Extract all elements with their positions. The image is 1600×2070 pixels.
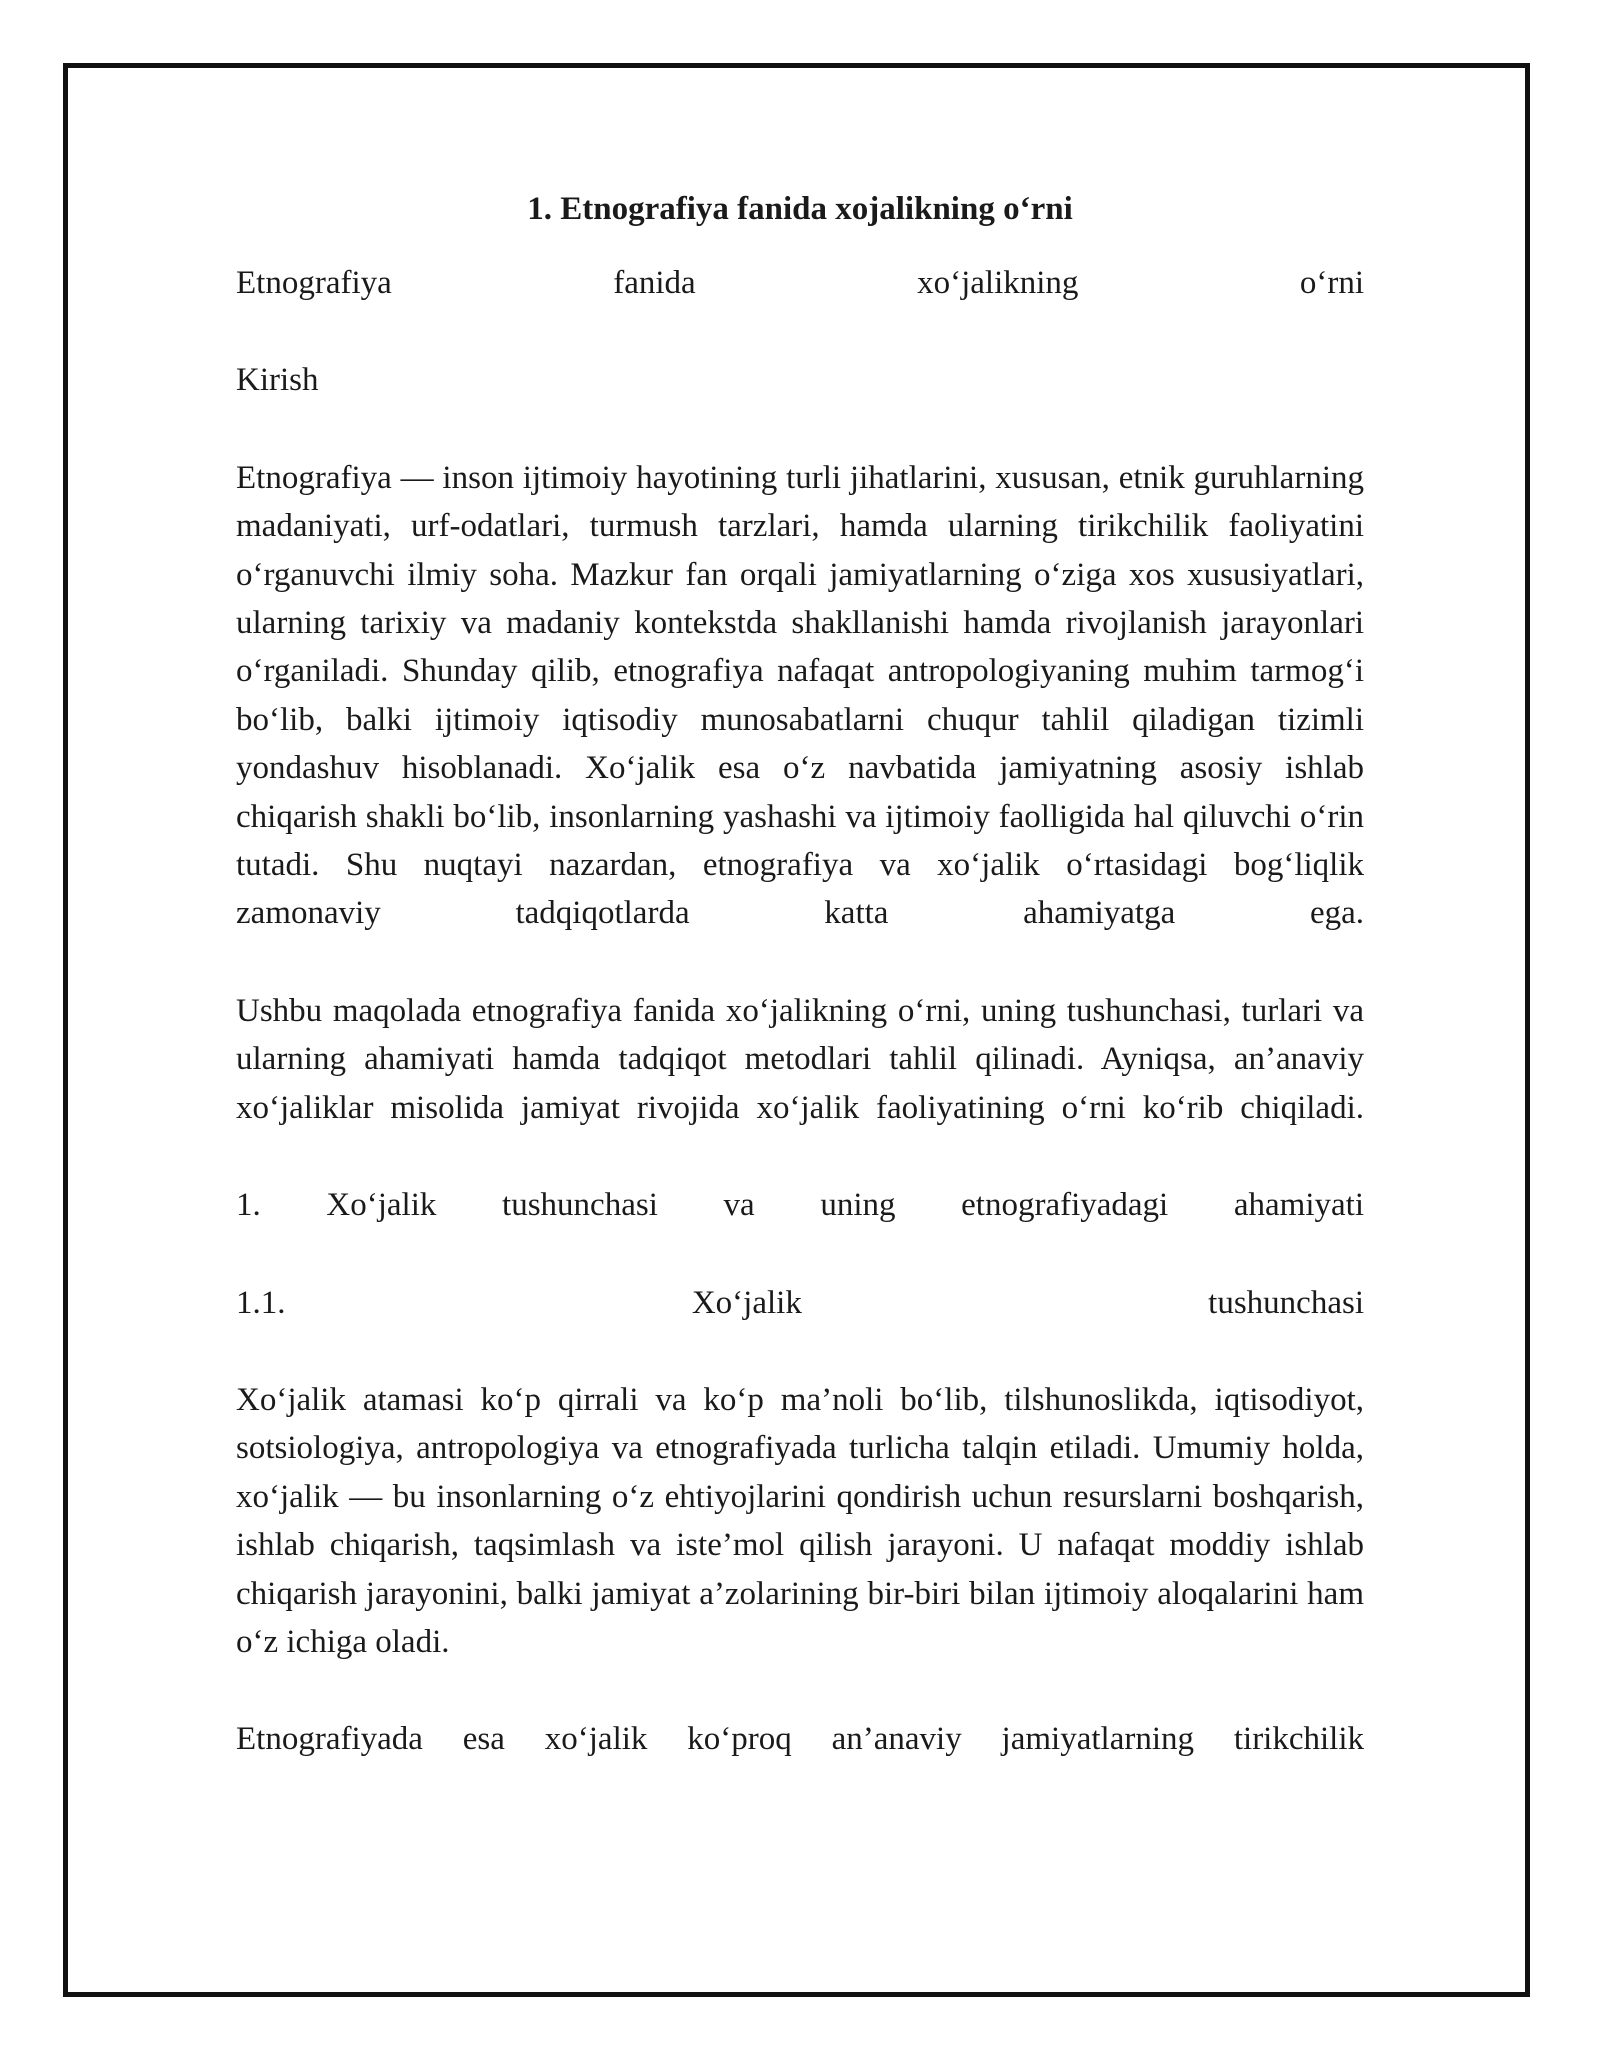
paragraph-definition: Xo‘jalik atamasi ko‘p qirrali va ko‘p ma’noli bo‘lib, tilshunoslikda, iqtisodiyot, sotsiologiya, antropologiya va etnografiyada turlicha talqin etiladi. Umumiy holda, xo‘jalik — bu insonlarning o‘z ehtiyojlarini qondirish uchun resurslarni boshqarish, ishlab chiqarish, taqsimlash va iste’mol qilish jarayoni. U nafaqat moddiy ishlab chiqarish jarayonini, balki jamiyat a’zolarining bir-biri bilan ijtimoiy aloqalarini ham o‘z ichiga oladi.: [236, 1381, 1364, 1660]
document-body: [236, 185, 1364, 1764]
paragraph-ethnography-economy: Etnografiyada esa xo‘jalik ko‘proq an’anaviy jamiyatlarning tirikchilik: [236, 1721, 1364, 1758]
section-heading-1-1: 1.1. Xo‘jalik tushunchasi: [236, 1284, 1364, 1321]
paragraph-article-scope: Ushbu maqolada etnografiya fanida xo‘jalikning o‘rni, uning tushunchasi, turlari va ularning ahamiyati hamda tadqiqot metodlari tahlil qilinadi. Ayniqsa, an’anaviy xo‘jaliklar misolida jamiyat rivojida xo‘jalik faoliyatining o‘rni ko‘rib chiqiladi.: [236, 992, 1364, 1126]
section-heading-1: 1. Xo‘jalik tushunchasi va uning etnografiyadagi ahamiyati: [236, 1187, 1364, 1224]
paragraph-subtitle: Etnografiya fanida xo‘jalikning o‘rni: [236, 265, 1364, 301]
paragraph-introduction-heading: Kirish: [236, 362, 319, 399]
document-title: 1. Etnografiya fanida xojalikning o‘rni: [527, 191, 1073, 227]
paragraph-introduction: Etnografiya — inson ijtimoiy hayotining turli jihatlarini, xususan, etnik guruhlarning madaniyati, urf-odatlari, turmush tarzlari, hamda ularning tirikchilik faoliyatini o‘rganuvchi ilmiy soha. Mazkur fan orqali jamiyatlarning o‘ziga xos xususiyatlari, ularning tarixiy va madaniy kontekstda shakllanishi hamda rivojlanish jarayonlari o‘rganiladi. Shunday qilib, etnografiya nafaqat antropologiyaning muhim tarmog‘i bo‘lib, balki ijtimoiy iqtisodiy munosabatlarni chuqur tahlil qiladigan tizimli yondashuv hisoblanadi. Xo‘jalik esa o‘z navbatida jamiyatning asosiy ishlab chiqarish shakli bo‘lib, insonlarning yashashi va ijtimoiy faolligida hal qiluvchi o‘rin tutadi. Shu nuqtayi nazardan, etnografiya va xo‘jalik o‘rtasidagi bog‘liqlik zamonaviy tadqiqotlarda katta ahamiyatga ega.: [236, 459, 1364, 932]
